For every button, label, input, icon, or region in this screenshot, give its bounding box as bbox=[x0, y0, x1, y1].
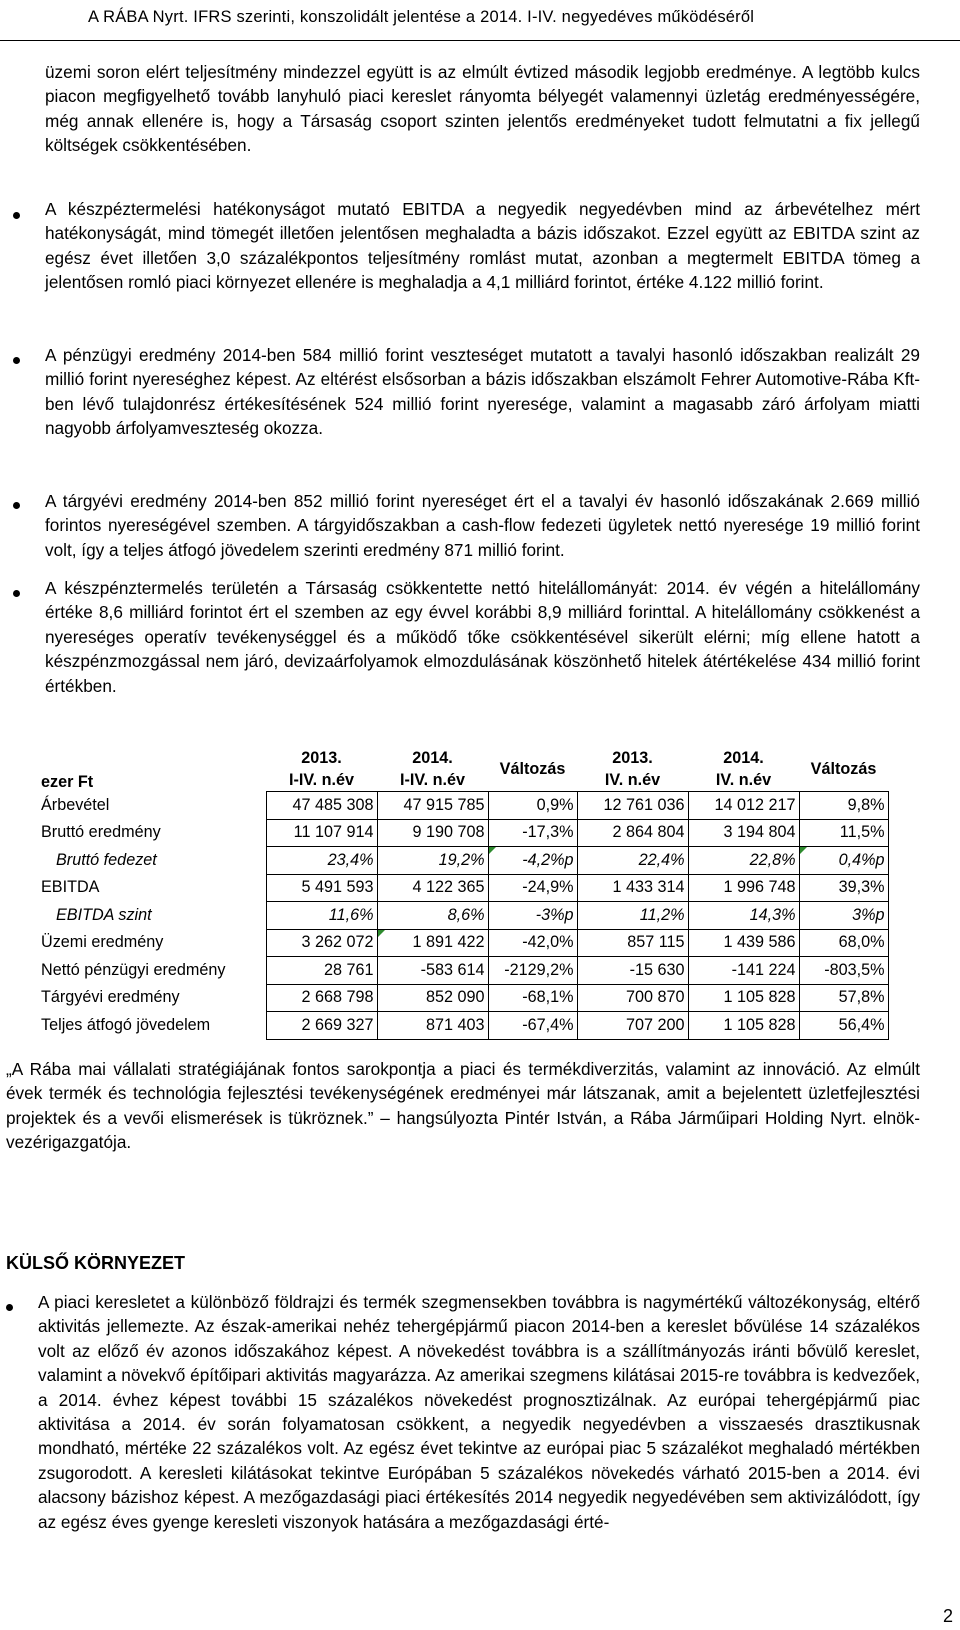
table-cell: 1 433 314 bbox=[577, 874, 688, 902]
table-cell: 0,9% bbox=[488, 792, 577, 820]
table-row bbox=[38, 902, 888, 930]
table-cell: 22,4% bbox=[577, 847, 688, 875]
cell-marker-icon bbox=[800, 847, 807, 854]
table-cell: 47 485 308 bbox=[266, 792, 377, 820]
table-cell: -15 630 bbox=[577, 957, 688, 985]
table-cell: 1 439 586 bbox=[688, 929, 799, 957]
paragraph-environment: A piaci keresletet a különböző földrajzi és termék szegmensekben továbbra is nagymértékű változékonyság, eltérő aktivitás jellemezte. Az észak-amerikai nehéz tehergépjármű piacon 2014-ben a kereslet bővülése 14 százalékos volt az előző év azonos időszakához képest. A növekedést továbbra is a szállítmányozás iránti bővülő kereslet, valamint a növekvő építőipari aktivitás magyarázza. Az amerikai szegmens kilátásai 2015-re továbbra is kedvezőek, a 2014. évhez képest további 15 százalékos növekedést prognosztizálnak. Az európai tehergépjármű piac aktivitása a 2014. év során folyamatosan csökkent, a negyedik negyedévben a visszaesés drasztikusnak mondható, mértéke 22 százalékos volt. Az egész évet tekintve az európai piac 5 százalékot meghaladó mértékben zsugorodott. A keresleti kilátásokat tekintve Európában 5 százalékos növekedés várható 2015-ben a 2014. évi alacsony bázishoz képest. A mezőgazdasági piaci értékesítés 2014 negyedik negyedévében sem aktivizálódott, így az egész éves gyenge keresleti viszonyok hatására a mezőgazdasági érté- bbox=[38, 1292, 920, 1532]
table-cell: 14 012 217 bbox=[688, 792, 799, 820]
table-cell: 12 761 036 bbox=[577, 792, 688, 820]
table-cell: -24,9% bbox=[488, 874, 577, 902]
row-label: Tárgyévi eredmény bbox=[41, 988, 180, 1007]
table-cell bbox=[377, 929, 488, 957]
cell-value: 0,4%p bbox=[838, 850, 885, 869]
table-cell: 11,6% bbox=[266, 902, 377, 930]
table-cell: 1 105 828 bbox=[688, 1012, 799, 1040]
table-cell: -583 614 bbox=[377, 957, 488, 985]
table-cell: 11,2% bbox=[577, 902, 688, 930]
cell-marker-icon bbox=[489, 847, 496, 854]
table-cell: 2 668 798 bbox=[266, 984, 377, 1012]
table-header-row bbox=[38, 747, 888, 769]
table-cell: 5 491 593 bbox=[266, 874, 377, 902]
table-cell: 4 122 365 bbox=[377, 874, 488, 902]
table-cell: -141 224 bbox=[688, 957, 799, 985]
table-cell: 9 190 708 bbox=[377, 819, 488, 847]
table-cell: 57,8% bbox=[799, 984, 888, 1012]
header-title: A RÁBA Nyrt. IFRS szerinti, konszolidált jelentése a 2014. I-IV. negyedéves működéséről bbox=[88, 8, 755, 26]
bullet-icon bbox=[6, 1304, 13, 1311]
table-row bbox=[38, 1012, 888, 1040]
table-cell: 1 105 828 bbox=[688, 984, 799, 1012]
bullet-icon bbox=[13, 502, 20, 509]
table-row bbox=[38, 847, 888, 875]
row-label: Teljes átfogó jövedelem bbox=[41, 1015, 211, 1034]
unit-header: ezer Ft bbox=[41, 772, 94, 791]
table-cell: 14,3% bbox=[688, 902, 799, 930]
table-cell: 22,8% bbox=[688, 847, 799, 875]
table-row bbox=[38, 792, 888, 820]
table-cell: 852 090 bbox=[377, 984, 488, 1012]
column-header: Változás bbox=[810, 759, 877, 778]
column-subheader: IV. n.év bbox=[604, 770, 661, 789]
table-cell: 39,3% bbox=[799, 874, 888, 902]
table-cell: 3%p bbox=[799, 902, 888, 930]
row-label: Bruttó fedezet bbox=[56, 850, 157, 869]
row-label: EBITDA bbox=[41, 878, 100, 897]
table-cell bbox=[488, 847, 577, 875]
paragraph-ebitda: A készpéztermelési hatékonyságot mutató EBITDA a negyedik negyedévben mind az árbevételhez mért hatékonyságát, mind tömegét illetően jelentősen meghaladta a bázis időszakot. Ezzel együtt az EBITDA szint az egész évet illetően 3,0 százalékpontos teljesítmény romlást mutat, azonban a megtermelt EBITDA tömeg a jelentősen romló piaci környezet ellenére is meghaladja a 4,1 milliárd forintot, értéke 4.122 millió forint. bbox=[45, 199, 920, 293]
cell-value: 1 891 422 bbox=[412, 933, 485, 952]
table-row bbox=[38, 929, 888, 957]
table-cell: -68,1% bbox=[488, 984, 577, 1012]
table-cell: -42,0% bbox=[488, 929, 577, 957]
table-cell: 3 262 072 bbox=[266, 929, 377, 957]
table-cell: -3%p bbox=[488, 902, 577, 930]
column-subheader: IV. n.év bbox=[715, 770, 772, 789]
column-header: 2014. bbox=[412, 748, 453, 767]
row-label: Üzemi eredmény bbox=[41, 933, 164, 952]
column-subheader: I-IV. n.év bbox=[288, 770, 355, 789]
table-cell bbox=[799, 847, 888, 875]
table-cell: 28 761 bbox=[266, 957, 377, 985]
table-cell: 871 403 bbox=[377, 1012, 488, 1040]
bullet-icon bbox=[13, 212, 20, 219]
table-cell: -67,4% bbox=[488, 1012, 577, 1040]
bullet-icon bbox=[13, 590, 20, 597]
bullet-icon bbox=[13, 357, 20, 364]
paragraph-cash: A készpénztermelés területén a Társaság csökkentette nettó hitelállományát: 2014. év végén a hitelállomány értéke 8,6 milliárd forintot ért el szemben az egy évvel korábbi 8,9 milliárd forinttal. A hitelállomány csökkenést a nyereséges operatív tevékenységgel és a működő tőke csökkentésével sikerült elérni; míg ellene hatott a készpénzmozgással nem járó, devizaárfolyamok elmozdulásának köszönhető hitelek átértékelése 434 millió forint értékben. bbox=[45, 578, 920, 696]
row-label: Nettó pénzügyi eredmény bbox=[41, 960, 226, 979]
financial-table bbox=[38, 747, 889, 1040]
row-label: EBITDA szint bbox=[56, 905, 152, 924]
page-header bbox=[0, 0, 960, 41]
table-cell: 19,2% bbox=[377, 847, 488, 875]
paragraph-intro: üzemi soron elért teljesítmény mindezzel együtt is az elmúlt évtized második legjobb eredménye. A legtöbb kulcs piacon megfigyelhető tovább lanyhuló piaci kereslet rányomta bélyegét valamennyi üzletág eredményességére, még annak ellenére is, hogy a Társaság csoport szinten jelentős eredményeket tudott felmutatni a fix jellegű költségek csökkentésében. bbox=[45, 62, 920, 156]
table-cell: 857 115 bbox=[577, 929, 688, 957]
table-cell: -17,3% bbox=[488, 819, 577, 847]
table-cell: 47 915 785 bbox=[377, 792, 488, 820]
paragraph-quote: „A Rába mai vállalati stratégiájának fontos sarokpontja a piaci és termékdiverzitás, valamint az innováció. Az elmúlt évek termék és technológia fejlesztési tevékenységének eredményei már látszanak, amit a bejelentett üzletfejlesztési projektek és a vevői elismerések is tükröznek.” – hangsúlyozta Pintér István, a Rába Járműipari Holding Nyrt. elnök-vezérigazgatója. bbox=[6, 1059, 920, 1153]
table-cell: 11,5% bbox=[799, 819, 888, 847]
table-row bbox=[38, 984, 888, 1012]
row-label: Árbevétel bbox=[41, 795, 110, 814]
column-header: 2013. bbox=[301, 748, 342, 767]
paragraph-financial-result: A pénzügyi eredmény 2014-ben 584 millió forint veszteséget mutatott a tavalyi hasonló időszakban realizált 29 millió forint nyereséghez képest. Az eltérést elsősorban a bázis időszakban elszámolt Fehrer Automotive-Rába Kft-ben lévő tulajdonrész értékesítésének 524 millió forint nyeresége, valamint a magasabb záró árfolyam miatti nagyobb árfolyamveszteség okozza. bbox=[45, 345, 920, 439]
row-label: Bruttó eredmény bbox=[41, 823, 161, 842]
table-cell: 9,8% bbox=[799, 792, 888, 820]
table-cell: 11 107 914 bbox=[266, 819, 377, 847]
paragraph-net-result: A tárgyévi eredmény 2014-ben 852 millió forint nyereséget ért el a tavalyi év hasonló időszakának 2.669 millió forintos nyereségével szemben. A tárgyidőszakban a cash-flow fedezeti ügyletek nettó nyeresége 19 millió forint volt, így a teljes átfogó jövedelem szerinti eredmény 871 millió forint. bbox=[45, 491, 920, 560]
cell-marker-icon bbox=[378, 930, 385, 937]
table-cell: 3 194 804 bbox=[688, 819, 799, 847]
section-title: KÜLSŐ KÖRNYEZET bbox=[6, 1253, 186, 1273]
table-cell: 68,0% bbox=[799, 929, 888, 957]
table-cell: 2 864 804 bbox=[577, 819, 688, 847]
table-cell: 56,4% bbox=[799, 1012, 888, 1040]
table-cell: 707 200 bbox=[577, 1012, 688, 1040]
table-cell: 8,6% bbox=[377, 902, 488, 930]
column-header: Változás bbox=[499, 759, 566, 778]
page-number: 2 bbox=[943, 1606, 954, 1626]
column-header: 2014. bbox=[723, 748, 764, 767]
table-row bbox=[38, 957, 888, 985]
table-row bbox=[38, 819, 888, 847]
table-cell: 700 870 bbox=[577, 984, 688, 1012]
table-row bbox=[38, 874, 888, 902]
table-cell: 2 669 327 bbox=[266, 1012, 377, 1040]
table-cell: -803,5% bbox=[799, 957, 888, 985]
table-cell: 23,4% bbox=[266, 847, 377, 875]
column-header: 2013. bbox=[612, 748, 653, 767]
table-cell: 1 996 748 bbox=[688, 874, 799, 902]
table-cell: -2129,2% bbox=[488, 957, 577, 985]
column-subheader: I-IV. n.év bbox=[399, 770, 466, 789]
cell-value: -4,2%p bbox=[522, 850, 574, 869]
